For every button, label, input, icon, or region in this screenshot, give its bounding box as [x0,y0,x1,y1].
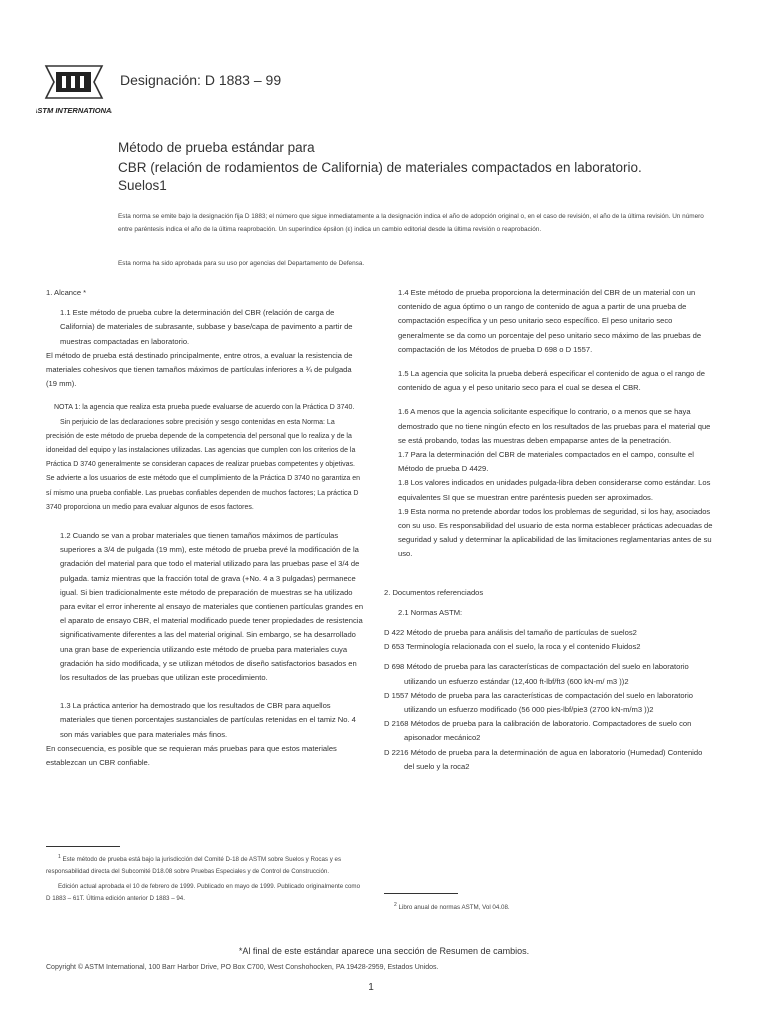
paragraph-1-1b: El método de prueba está destinado principalmente, entre otros, a evaluar la resistencia de materiales cohesivos que tienen tamaños máximos de partículas inferiores a ¾ de pulgada (19 mm). [46,350,353,389]
footnote-1-mark: 1 [58,854,61,860]
footnote-rule-left [46,846,120,847]
paragraph-1-3b: En consecuencia, es posible que se requieran más pruebas para que estos materiales establezcan un CBR confiable. [46,743,337,768]
right-column [384,286,714,774]
designation: Designación: D 1883 – 99 [120,72,282,88]
footnote-rule-right [384,893,458,894]
footnote-2-mark: 2 [394,902,397,908]
page-number: 1 [368,982,374,993]
reference-d2168: D 2168 Métodos de prueba para la calibración de laboratorio. Compactadores de suelo con apisonador mecánico2 [384,719,692,743]
paragraph-1-8: 1.8 Los valores indicados en unidades pulgada-libra deben considerarse como estándar. Los equivalentes SI que se muestran entre paréntesis pueden ser aproximados. [398,478,711,502]
footnote-1-text: Este método de prueba está bajo la jurisdicción del Comité D-18 de ASTM sobre Suelos y Rocas y es responsabilidad directa del Subcomité D18.08 sobre Pruebas Especiales y de Control de Construcción. [46,856,342,875]
approval-note: Esta norma ha sido aprobada para su uso por agencias del Departamento de Defensa. [118,260,365,267]
standard-note: Esta norma se emite bajo la designación fija D 1883; el número que sigue inmediatamente a la designación indica el año de adopción original o, en el caso de revisión, el año de la última revisión. Un número entre paréntesis indica el año de la última reaprobación. Un superíndice épsilon (ε) indica un cambio editorial desde la última revisión o reaprobación. [118,213,704,233]
paragraph-1-9: 1.9 Esta norma no pretende abordar todos los problemas de seguridad, si los hay, asociados con su uso. Es responsabilidad del usuario de esta norma establecer prácticas adecuadas de seguridad y salud y determinar la aplicabilidad de las limitaciones reglamentarias antes de su uso. [398,506,713,559]
paragraph-2-1: 2.1 Normas ASTM: [398,607,463,617]
reference-d1557: D 1557 Método de prueba para las características de compactación del suelo en laboratorio utilizando un esfuerzo modificado (56 000 pies-lbf/pie3 (2700 kN-m/m3 ))2 [384,690,693,715]
paragraph-1-1: 1.1 Este método de prueba cubre la determinación del CBR (relación de carga de California) de materiales de subrasante, subbase y base/capa de pavimento a partir de muestras compactadas en laboratorio. [60,308,353,346]
footnote-2-text: Libro anual de normas ASTM, Vol 04.08. [398,904,510,912]
section-1-heading: 1. Alcance * [46,288,87,297]
paragraph-1-6: 1.6 A menos que la agencia solicitante especifique lo contrario, o a menos que se haya demostrado que no tiene ningún efecto en los resultados de las pruebas para el material que se está probando, todas las muestras deben empaparse antes de la penetración. [398,407,711,445]
title-line-3: Suelos1 [118,178,167,193]
astm-logo [36,60,112,118]
footnote-2 [384,900,714,914]
logo-wordmark: ASTM INTERNATIONAL [36,106,112,115]
paragraph-1-4: 1.4 Este método de prueba proporciona la determinación del CBR de un material con un contenido de agua óptimo o un rango de contenido de agua a partir de una prueba de compactación específica y un peso unitario seco específico. El peso unitario seco generalmente se da como un porcentaje del peso unitario seco máximo de las pruebas de compactación de los Métodos de prueba D 698 o D 1557. [398,288,702,354]
footnote-1-edition: Edición actual aprobada el 10 de febrero de 1999. Publicado en mayo de 1999. Publicado originalmente como D 1883 – 61T. Última edición anterior D 1883 – 94. [46,883,361,902]
note-1: NOTA 1: la agencia que realiza esta prueba puede evaluarse de acuerdo con la Práctica D 3740. [54,404,355,412]
paragraph-1-3: 1.3 La práctica anterior ha demostrado que los resultados de CBR para aquellos materiales que tienen porcentajes sustanciales de partículas retenidas en el tamiz No. 4 son más variables que para materiales más finos. [60,701,356,739]
paragraph-1-5: 1.5 La agencia que solicita la prueba deberá especificar el contenido de agua o el rango de contenido de agua y el peso unitario seco para el cual se desea el CBR. [398,369,705,393]
copyright: Copyright © ASTM International, 100 Barr Harbor Drive, PO Box C700, West Conshohocken, PA 19428-2959, Estados Unidos. [46,964,439,971]
reference-d422: D 422 Método de prueba para análisis del tamaño de partículas de suelos2 [384,628,637,638]
section-2-heading: 2. Documentos referenciados [384,587,484,597]
left-column [46,286,364,770]
title-line-2: CBR (relación de rodamientos de California) de materiales compactados en laboratorio. [118,160,642,175]
note-1b: Sin perjuicio de las declaraciones sobre precisión y sesgo contenidas en esta Norma: La precisión de este método de prueba depende de la competencia del personal que lo realiza y de la idoneidad del equipo y las instalaciones utilizadas. Las agencias que cumplen con los criterios de la Práctica D 3740 generalmente se consideran capaces de realizar pruebas competentes y objetivas. Se advierte a los usuarios de este método que el cumplimiento de la Práctica D 3740 no garantiza en sí mismo una prueba confiable. Las pruebas confiables dependen de muchos factores; La práctica D 3740 proporciona un medio para evaluar algunos de esos factores. [46,418,361,511]
title-line-1: Método de prueba estándar para [118,140,315,155]
summary-of-changes-note: *Al final de este estándar aparece una sección de Resumen de cambios. [238,946,530,956]
paragraph-1-2: 1.2 Cuando se van a probar materiales que tienen tamaños máximos de partículas superiores a 3/4 de pulgada (19 mm), este método de prueba prevé la modificación de la gradación del material para que todo el material utilizado para las pruebas pase el 3/4 de pulgada. tamiz mientras que la fracción total de grava (+No. 4 a 3 pulgadas) permanece igual. Si bien tradicionalmente este método de preparación de muestras se ha utilizado para evitar el error inherente al ensayo de materiales que contienen partículas grandes en el aparato de ensayo CBR, el material modificado puede tener propiedades de resistencia significativamente diferentes a las del material original. Sin embargo, se ha desarrollado una gran base de experiencia utilizando este método de prueba para materiales cuya gradación ha sido modificada, y se utilizan métodos de diseño satisfactorios basados en los resultados de las pruebas que utilizan este procedimiento. [60,531,364,683]
reference-d2216: D 2216 Método de prueba para la determinación de agua en laboratorio (Humedad) Contenido del suelo y la roca2 [384,747,703,771]
paragraph-1-7: 1.7 Para la determinación del CBR de materiales compactados en el campo, consulte el Método de prueba D 4429. [398,450,694,474]
reference-d698: D 698 Método de prueba para las características de compactación del suelo en laboratorio utilizando un esfuerzo estándar (12,400 ft-lbf/ft3 (600 kN-m/ m3 ))2 [384,662,689,686]
reference-d653: D 653 Terminología relacionada con el suelo, la roca y el contenido Fluidos2 [384,642,641,652]
footnote-1 [46,852,364,904]
